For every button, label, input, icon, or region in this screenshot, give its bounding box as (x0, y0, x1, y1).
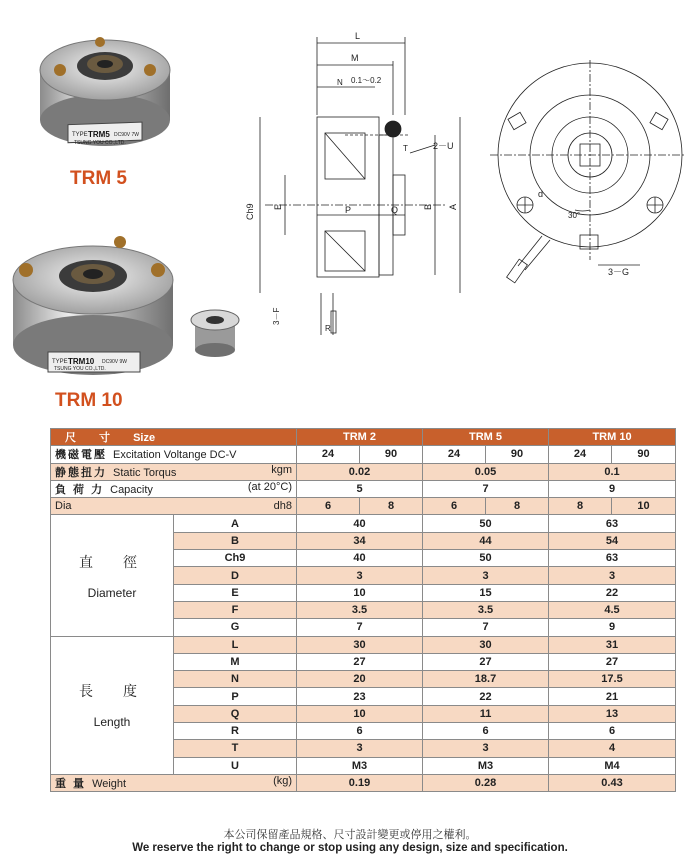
header-model-trm2: TRM 2 (297, 429, 423, 446)
length-value: 6 (297, 723, 423, 740)
length-value: M3 (423, 757, 549, 774)
length-symbol: T (174, 740, 297, 757)
torque-unit: kgm (271, 463, 293, 476)
dim-label-Q: Q (391, 205, 399, 215)
diameter-symbol: D (174, 567, 297, 584)
diameter-value: 4.5 (549, 601, 676, 618)
length-symbol: P (174, 688, 297, 705)
length-symbol: N (174, 671, 297, 688)
diameter-value: 63 (549, 550, 676, 567)
diameter-symbol: B (174, 532, 297, 549)
torque-en: Static Torqus (113, 466, 177, 479)
diameter-cn: 直 徑 (79, 553, 145, 570)
front-view-drawing (480, 60, 690, 290)
dim-label-N: N (337, 78, 343, 87)
gear-hub-photo (185, 300, 245, 360)
voltage-value: 90 (360, 446, 423, 463)
length-value: 20 (297, 671, 423, 688)
dim-label-T: T (403, 144, 408, 153)
capacity-cn: 負 荷 力 (55, 484, 105, 497)
torque-cn: 静態扭力 (55, 466, 107, 479)
nameplate-company-trm10: TSUNG YOU CO.,LTD. (54, 366, 106, 372)
header-size (51, 429, 297, 446)
nameplate-rating-trm5: DC90V 7W (114, 132, 140, 138)
voltage-value: 90 (486, 446, 549, 463)
voltage-value: 24 (549, 446, 612, 463)
diameter-value: 54 (549, 532, 676, 549)
footer-note-cn: 本公司保留產品規格、尺寸設計變更或停用之權利。 (223, 829, 477, 841)
length-value: 22 (423, 688, 549, 705)
dia-value: 6 (423, 498, 486, 515)
capacity-value: 5 (297, 480, 423, 497)
product-photo-trm5 (30, 8, 180, 158)
length-value: 21 (549, 688, 676, 705)
length-value: 31 (549, 636, 676, 653)
dia-row (51, 498, 676, 515)
diameter-value: 50 (423, 550, 549, 567)
diameter-value: 9 (549, 619, 676, 636)
voltage-value: 24 (423, 446, 486, 463)
length-value: 6 (549, 723, 676, 740)
diameter-symbol: G (174, 619, 297, 636)
torque-row (51, 463, 676, 480)
dia-value: 6 (297, 498, 360, 515)
length-value: 4 (549, 740, 676, 757)
diameter-value: 3.5 (423, 601, 549, 618)
weight-value: 0.43 (549, 774, 676, 791)
length-symbol: Q (174, 705, 297, 722)
diameter-value: 15 (423, 584, 549, 601)
dim-label-P: P (345, 205, 352, 215)
table-header-row (51, 429, 676, 446)
voltage-value: 24 (297, 446, 360, 463)
diameter-symbol: Ch9 (174, 550, 297, 567)
voltage-cn: 機磁電壓 (55, 449, 107, 462)
dia-value: 8 (486, 498, 549, 515)
diameter-value: 34 (297, 532, 423, 549)
length-value: M3 (297, 757, 423, 774)
weight-unit: (kg) (273, 775, 293, 788)
nameplate-rating-trm10: DC90V 9W (102, 359, 128, 365)
nameplate-model-trm5: TRM5 (88, 130, 110, 139)
capacity-row (51, 480, 676, 497)
gear-hub-image (185, 300, 245, 360)
dim-label-angle: 30° (568, 211, 581, 220)
dim-label-d: d (538, 189, 544, 199)
diameter-value: 7 (423, 619, 549, 636)
weight-cn: 重 量 (55, 778, 87, 791)
length-value: 30 (297, 636, 423, 653)
diameter-en: Diameter (87, 585, 137, 600)
length-value: 27 (297, 653, 423, 670)
length-symbol: M (174, 653, 297, 670)
length-value: 6 (423, 723, 549, 740)
dim-label-B: B (423, 203, 433, 210)
clutch-photo-trm5 (30, 8, 180, 158)
diameter-symbol: E (174, 584, 297, 601)
dim-label-Ch9: Ch9 (245, 203, 255, 220)
dia-unit: dh8 (273, 500, 293, 513)
nameplate-model-trm10: TRM10 (68, 357, 95, 366)
diameter-value: 3 (549, 567, 676, 584)
torque-value: 0.05 (423, 463, 549, 480)
footer-note-en: We reserve the right to change or stop using any design, size and specification. (132, 842, 568, 854)
length-cn: 長 度 (79, 683, 145, 700)
torque-value: 0.1 (549, 463, 676, 480)
voltage-value: 90 (612, 446, 676, 463)
diameter-group-label (51, 515, 174, 636)
clutch-photo-trm10 (8, 220, 178, 385)
voltage-row (51, 446, 676, 463)
spec-table (50, 428, 676, 792)
diameter-value: 44 (423, 532, 549, 549)
nameplate-type-trm5: TYPE (72, 132, 88, 138)
diameter-value: 63 (549, 515, 676, 532)
diameter-row (51, 515, 676, 532)
dim-label-L: L (355, 31, 361, 41)
nameplate-type-trm10: TYPE (52, 359, 68, 365)
dim-label-3G: 3－G (608, 267, 630, 277)
length-group-label (51, 636, 174, 774)
side-view-drawing (245, 25, 475, 345)
diameter-value: 40 (297, 550, 423, 567)
nameplate-company-trm5: TSUNG YOU CO.,LTD. (74, 140, 126, 146)
diameter-value: 3 (297, 567, 423, 584)
product-label-trm5: TRM 5 (70, 168, 127, 189)
dia-value: 10 (612, 498, 676, 515)
weight-value: 0.28 (423, 774, 549, 791)
length-value: 10 (297, 705, 423, 722)
dim-label-gap: 0.1～0.2 (351, 76, 382, 85)
dia-en: Dia (55, 500, 72, 513)
length-value: 3 (423, 740, 549, 757)
capacity-value: 9 (549, 480, 676, 497)
dim-label-3F: 3－F (272, 307, 281, 325)
length-value: 17.5 (549, 671, 676, 688)
product-photo-trm10 (8, 220, 178, 385)
length-symbol: L (174, 636, 297, 653)
length-symbol: U (174, 757, 297, 774)
weight-value: 0.19 (297, 774, 423, 791)
diameter-value: 10 (297, 584, 423, 601)
diameter-value: 3 (423, 567, 549, 584)
product-label-trm10: TRM 10 (55, 390, 123, 411)
length-value: M4 (549, 757, 676, 774)
dia-value: 8 (549, 498, 612, 515)
length-value: 3 (297, 740, 423, 757)
header-size-en: Size (133, 432, 156, 445)
dim-label-M: M (351, 53, 359, 63)
length-en: Length (93, 715, 131, 730)
weight-en: Weight (92, 778, 127, 791)
length-value: 18.7 (423, 671, 549, 688)
diameter-value: 40 (297, 515, 423, 532)
length-value: 23 (297, 688, 423, 705)
header-model-trm10: TRM 10 (549, 429, 676, 446)
length-value: 27 (549, 653, 676, 670)
length-value: 30 (423, 636, 549, 653)
diameter-symbol: F (174, 601, 297, 618)
diameter-value: 22 (549, 584, 676, 601)
diameter-value: 7 (297, 619, 423, 636)
dim-label-R: R (325, 324, 331, 333)
capacity-en: Capacity (110, 484, 153, 497)
dia-value: 8 (360, 498, 423, 515)
capacity-unit: (at 20°C) (247, 481, 293, 494)
capacity-value: 7 (423, 480, 549, 497)
length-value: 27 (423, 653, 549, 670)
diameter-value: 3.5 (297, 601, 423, 618)
dim-label-E: E (273, 203, 283, 210)
diameter-symbol: A (174, 515, 297, 532)
torque-value: 0.02 (297, 463, 423, 480)
length-value: 13 (549, 705, 676, 722)
dim-label-A: A (448, 203, 458, 210)
length-symbol: R (174, 723, 297, 740)
weight-row (51, 774, 676, 791)
header-model-trm5: TRM 5 (423, 429, 549, 446)
diameter-value: 50 (423, 515, 549, 532)
dim-label-2U: 2－U (433, 141, 454, 151)
length-value: 11 (423, 705, 549, 722)
header-size-cn: 尺 寸 (65, 432, 116, 445)
voltage-en: Excitation Voltange DC-V (113, 449, 237, 462)
length-row (51, 636, 676, 653)
